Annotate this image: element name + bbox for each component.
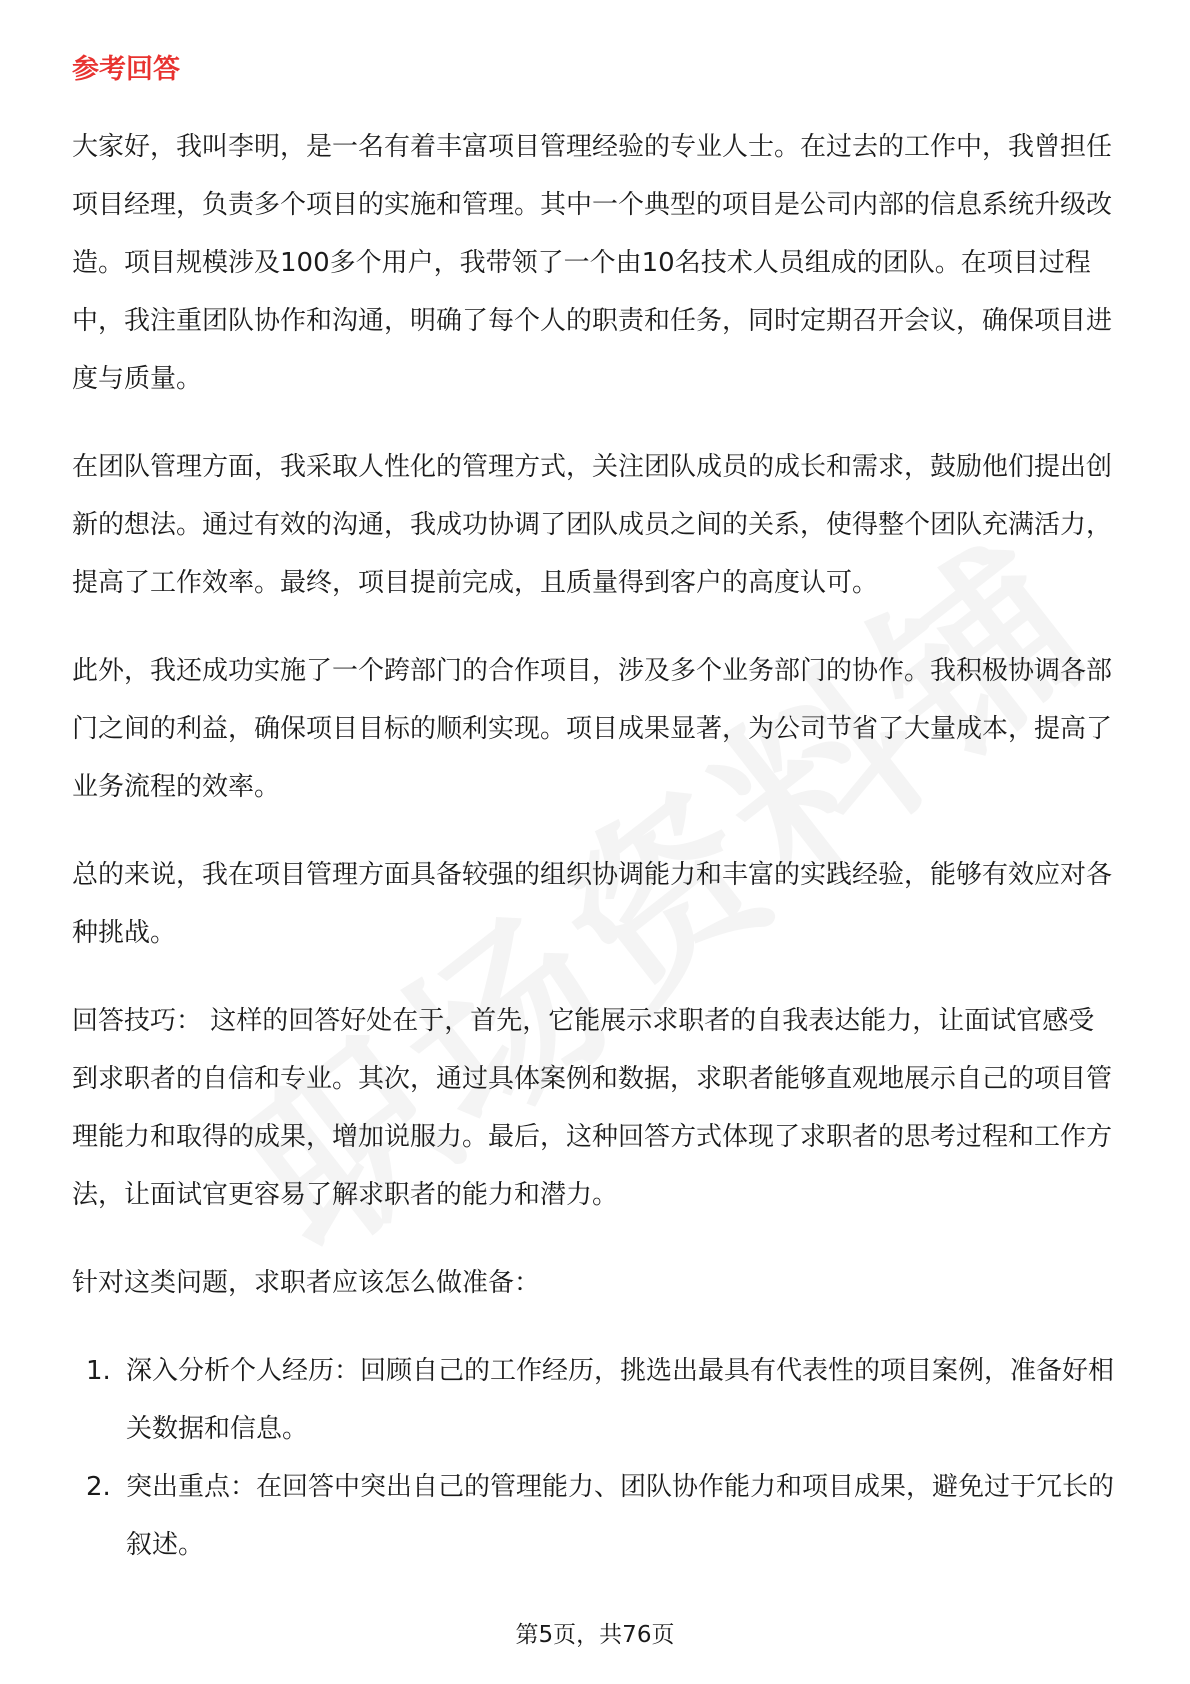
- paragraph-summary: 总的来说，我在项目管理方面具备较强的组织协调能力和丰富的实践经验，能够有效应对各种挑战。: [72, 860, 1113, 948]
- list-item: [72, 1458, 1118, 1574]
- list-item-text: 深入分析个人经历：回顾自己的工作经历，挑选出最具有代表性的项目案例，准备好相关数据和信息。: [126, 1356, 1115, 1444]
- preparation-list: [72, 1342, 1118, 1574]
- paragraph-team-management: 在团队管理方面，我采取人性化的管理方式，关注团队成员的成长和需求，鼓励他们提出创新的想法。通过有效的沟通，我成功协调了团队成员之间的关系，使得整个团队充满活力，提高了工作效率。最终，项目提前完成，且质量得到客户的高度认可。: [72, 452, 1113, 598]
- paragraph-cross-department: 此外，我还成功实施了一个跨部门的合作项目，涉及多个业务部门的协作。我积极协调各部门之间的利益，确保项目目标的顺利实现。项目成果显著，为公司节省了大量成本，提高了业务流程的效率。: [72, 656, 1113, 802]
- page-number: 第5页，共76页: [515, 1622, 675, 1648]
- list-item-text: 突出重点：在回答中突出自己的管理能力、团队协作能力和项目成果，避免过于冗长的叙述。: [126, 1472, 1115, 1560]
- list-item-number: 1.: [86, 1356, 111, 1386]
- paragraph-answer-tips: 回答技巧： 这样的回答好处在于，首先，它能展示求职者的自我表达能力，让面试官感受到求职者的自信和专业。其次，通过具体案例和数据，求职者能够直观地展示自己的项目管理能力和取得的成果，增加说服力。最后，这种回答方式体现了求职者的思考过程和工作方法，让面试官更容易了解求职者的能力和潜力。: [72, 1006, 1113, 1210]
- paragraph-intro: 大家好，我叫李明，是一名有着丰富项目管理经验的专业人士。在过去的工作中，我曾担任项目经理，负责多个项目的实施和管理。其中一个典型的项目是公司内部的信息系统升级改造。项目规模涉及100多个用户，我带领了一个由10名技术人员组成的团队。在项目过程中，我注重团队协作和沟通，明确了每个人的职责和任务，同时定期召开会议，确保项目进度与质量。: [72, 132, 1113, 394]
- document-body: [72, 118, 1118, 1574]
- section-heading: 参考回答: [72, 54, 180, 85]
- list-item: [72, 1342, 1118, 1458]
- paragraph-preparation-intro: 针对这类问题，求职者应该怎么做准备：: [72, 1268, 541, 1298]
- list-item-number: 2.: [86, 1472, 111, 1502]
